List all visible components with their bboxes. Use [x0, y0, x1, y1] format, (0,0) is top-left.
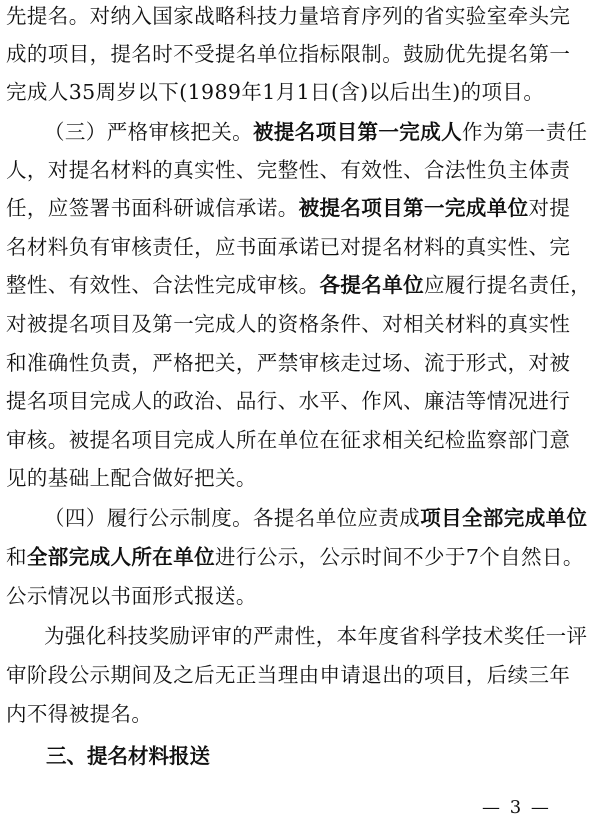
paragraph-2-line-1	[44, 118, 588, 147]
text-span: 和	[6, 545, 27, 569]
paragraph-4-line-2: 审阶段公示期间及之后无正当理由申请退出的项目，后续三年	[6, 663, 571, 687]
paragraph-2-line-7: 和准确性负责，严格把关，严禁审核走过场、流于形式，对被	[6, 351, 571, 375]
page-number: — 3 —	[482, 797, 551, 818]
text-span: 任，应签署书面科研诚信承诺。	[6, 196, 299, 220]
text-span: 整性、有效性、合法性完成审核。	[6, 273, 320, 297]
paragraph-2-line-4: 名材料负有审核责任，应书面承诺已对提名材料的真实性、完	[6, 235, 571, 259]
bold-nominating-units: 各提名单位	[319, 273, 424, 297]
paragraph-3-line-2	[6, 543, 584, 572]
paragraph-4-line-1: 为强化科技奖励评审的严肃性，本年度省科学技术奖任一评	[44, 624, 588, 648]
bold-all-completers-units: 全部完成人所在单位	[26, 545, 216, 569]
bold-first-completer: 被提名项目第一完成人	[253, 120, 462, 144]
paragraph-1-line-2: 成的项目，提名时不受提名单位指标限制。鼓励优先提名第一	[6, 42, 571, 66]
clause-label-3: （三）严格审核把关。	[44, 120, 253, 144]
paragraph-2-line-6: 对被提名项目及第一完成人的资格条件、对相关材料的真实性	[6, 312, 571, 336]
text-span: 进行公示，公示时间不少于7个自然日。	[215, 545, 584, 569]
paragraph-4-line-3: 内不得被提名。	[6, 702, 153, 726]
paragraph-3-line-1	[44, 504, 588, 533]
paragraph-2-line-2: 人，对提名材料的真实性、完整性、有效性、合法性负主体责	[6, 158, 571, 182]
paragraph-2-line-10: 见的基础上配合做好把关。	[6, 466, 257, 490]
paragraph-2-line-9: 审核。被提名项目完成人所在单位在征求相关纪检监察部门意	[6, 428, 571, 452]
bold-all-completing-units: 项目全部完成单位	[420, 506, 588, 530]
bold-first-unit: 被提名项目第一完成单位	[298, 196, 529, 220]
paragraph-2-line-8: 提名项目完成人的政治、品行、水平、作风、廉洁等情况进行	[6, 389, 571, 413]
paragraph-3-line-3: 公示情况以书面形式报送。	[6, 584, 257, 608]
paragraph-2-line-5	[6, 271, 592, 300]
text-span: 应履行提名责任，	[424, 273, 592, 297]
paragraph-1-line-3: 完成人35周岁以下(1989年1月1日(含)以后出生)的项目。	[6, 80, 545, 104]
section-heading: 三、提名材料报送	[46, 744, 210, 768]
text-span: 对提	[528, 196, 571, 220]
text-span: 作为第一责任	[462, 120, 588, 144]
clause-label-4: （四）履行公示制度。各提名单位应责成	[44, 506, 421, 530]
paragraph-2-line-3	[6, 194, 571, 223]
paragraph-1-line-1: 先提名。对纳入国家战略科技力量培育序列的省实验室牵头完	[6, 4, 571, 28]
